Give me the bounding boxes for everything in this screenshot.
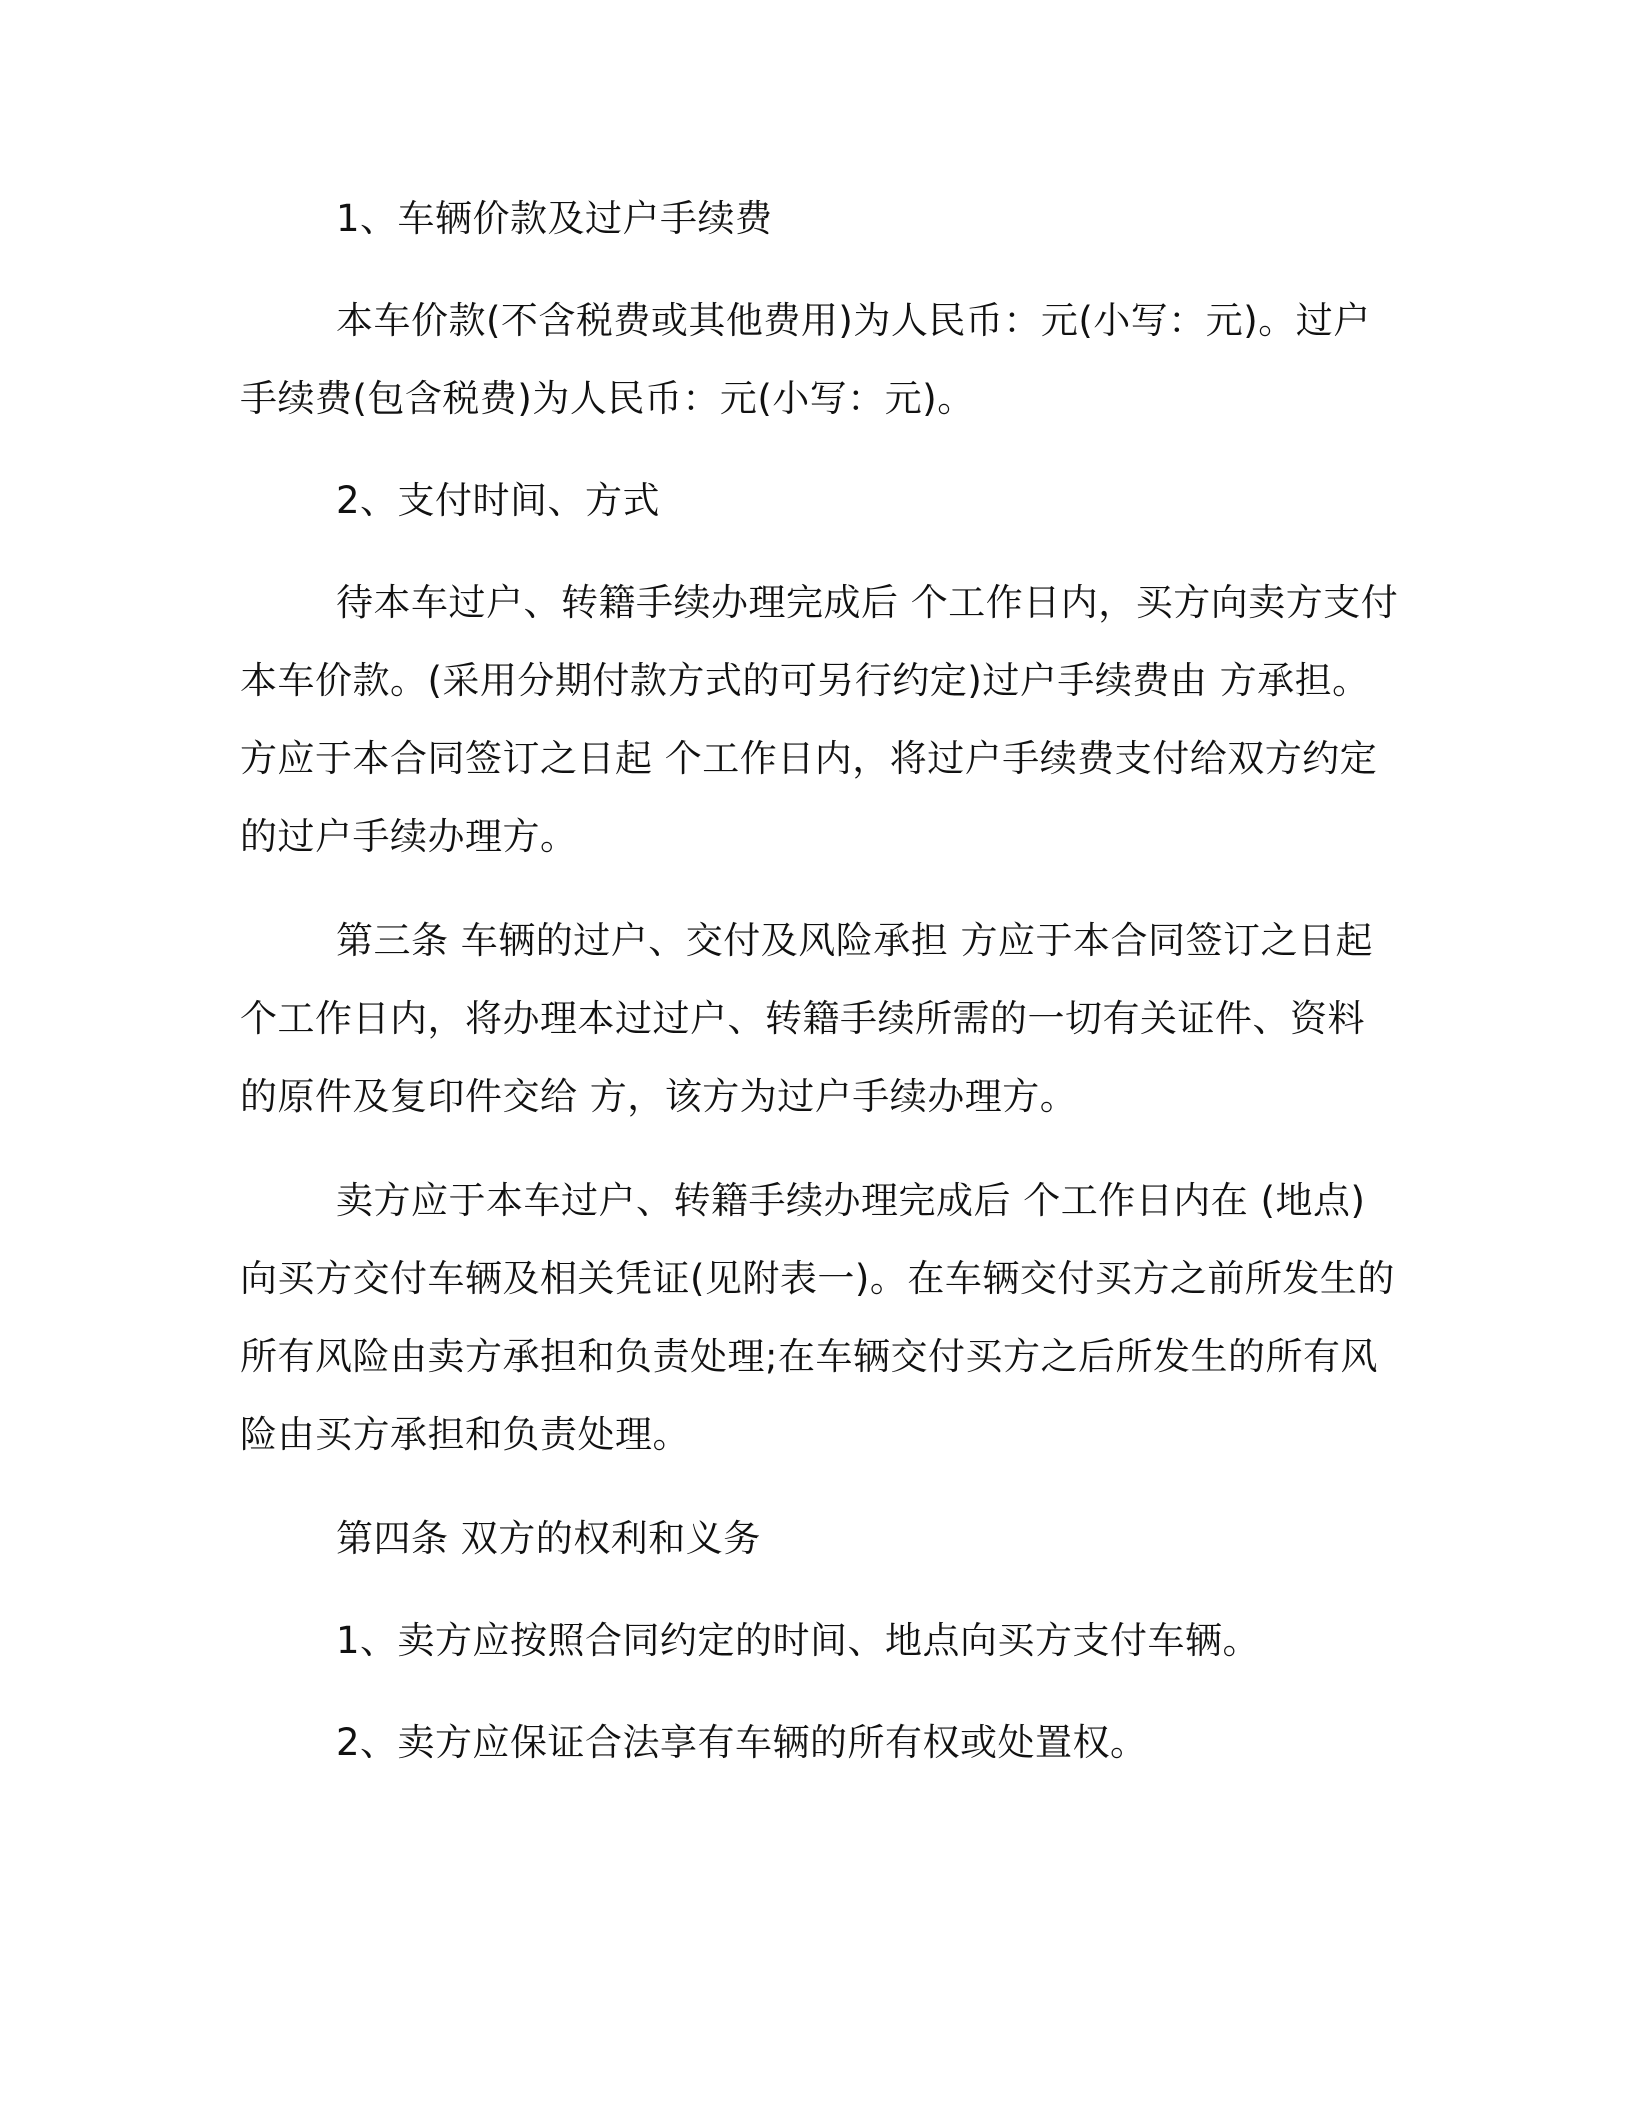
paragraph-article-four: 第四条 双方的权利和义务 [336,1517,761,1560]
paragraph-article-three: 第三条 车辆的过户、交付及风险承担 方应于本合同签订之日起 个工作日内，将办理本过过户、转籍手续所需的一切有关证件、资料的原件及复印件交给 方，该方为过户手续办理方。 [240,919,1374,1118]
paragraph-delivery-risk: 卖方应于本车过户、转籍手续办理完成后 个工作日内在 (地点)向买方交付车辆及相关凭证(见附表一)。在车辆交付买方之前所发生的所有风险由卖方承担和负责处理;在车辆交付买方之后所发生的所有风险由买方承担和负责处理。 [240,1179,1395,1456]
section-heading-price: 1、车辆价款及过户手续费 [336,197,773,240]
section-heading-payment: 2、支付时间、方式 [336,479,661,522]
paragraph-price: 本车价款(不含税费或其他费用)为人民币：元(小写：元)。过户手续费(包含税费)为人民币：元(小写：元)。 [240,299,1371,420]
paragraph-duty-one: 1、卖方应按照合同约定的时间、地点向买方支付车辆。 [336,1619,1261,1662]
paragraph-payment: 待本车过户、转籍手续办理完成后 个工作日内，买方向卖方支付本车价款。(采用分期付款方式的可另行约定)过户手续费由 方承担。方应于本合同签订之日起 个工作日内，将过户手续费支付给双方约定的过户手续办理方。 [240,581,1399,858]
document-page [240,180,1400,1782]
paragraph-duty-two: 2、卖方应保证合法享有车辆的所有权或处置权。 [336,1721,1148,1764]
